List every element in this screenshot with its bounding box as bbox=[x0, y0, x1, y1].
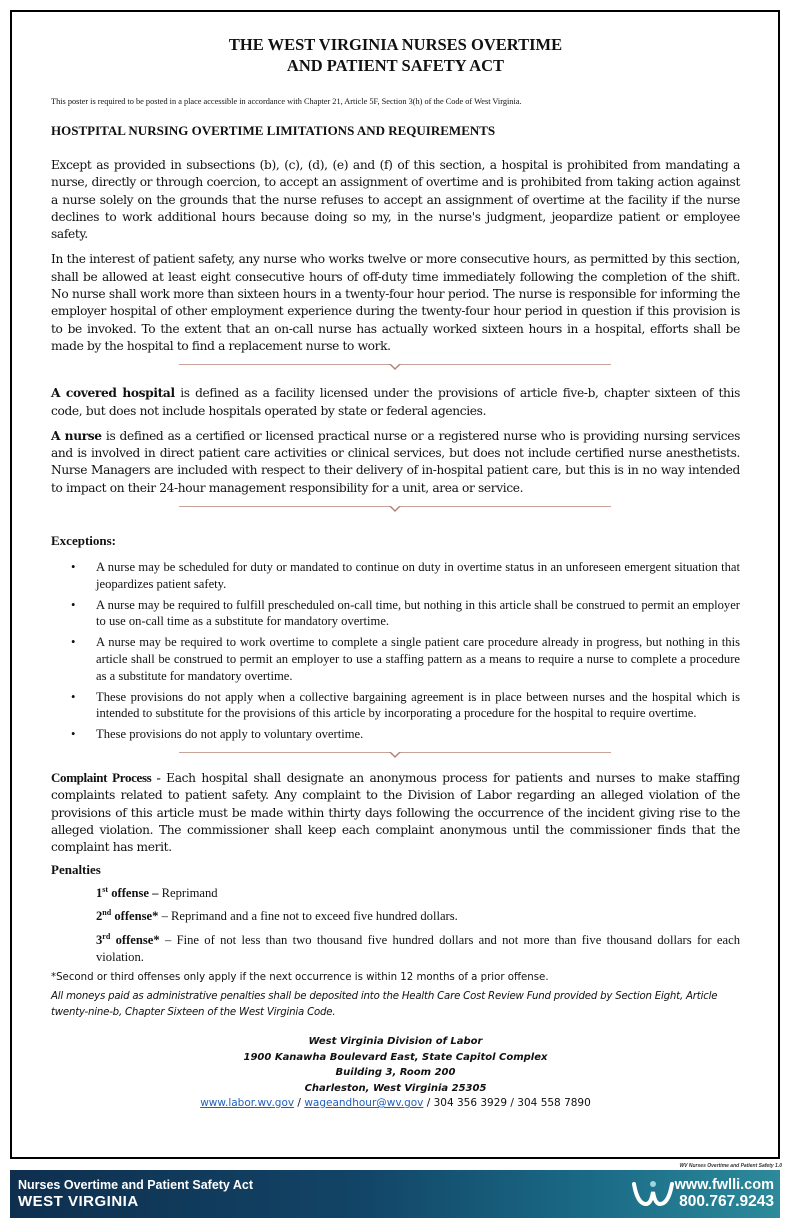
hospital-definition-text: is defined as a facility licensed under the provisions of article five-b, chapter sixteen of this code, but does not include hospitals operated by state or federal agencies. bbox=[51, 386, 740, 418]
website-link[interactable]: www.labor.wv.gov bbox=[200, 1097, 295, 1110]
penalties-heading: Penalties bbox=[51, 861, 101, 877]
bullet-icon: • bbox=[71, 727, 76, 742]
nurse-definition-text: is defined as a certified or licensed practical nurse or a registered nurse who is providing nursing services and is involved in direct patient care activities or clinical services, but does not include certified nurse anesthetists. Nurse Managers are included with respect to their delivery of in-hospital patient care, but this is in no way intended to impact on their 24-hour management responsibility for a unit, area or service. bbox=[51, 428, 740, 495]
contact-line: www.labor.wv.gov / wageandhour@wv.gov / 304 356 3929 / 304 558 7890 bbox=[200, 1097, 591, 1110]
section-divider bbox=[51, 501, 740, 515]
exception-item: • A nurse may be required to work overtime to complete a single patient care procedure already in progress, but nothing in this article shall be construed to permit an employer to use a staffing pattern as a means to require a nurse to complete a procedure as a substitute for mandatory overtime. bbox=[71, 635, 740, 683]
exception-item: • A nurse may be required to fulfill prescheduled on-call time, but nothing in this article shall be construed to permit an employer to use on-call time as a substitute for mandatory overtime. bbox=[71, 597, 740, 629]
poster-content bbox=[51, 34, 740, 1111]
offense-2: 2nd offense* – Reprimand and a fine not to exceed five hundred dollars. bbox=[96, 908, 458, 924]
address-line-1: West Virginia Division of Labor bbox=[308, 1036, 483, 1048]
exceptions-heading: Exceptions: bbox=[51, 533, 116, 549]
offense-3: 3rd offense* – Fine of not less than two thousand five hundred dollars and not more than five thousand dollars for each violation. bbox=[96, 931, 740, 964]
title-line-1: THE WEST VIRGINIA NURSES OVERTIME bbox=[228, 35, 563, 54]
fwl-logo-icon bbox=[630, 1178, 676, 1210]
exceptions-list bbox=[51, 559, 740, 743]
section-divider bbox=[51, 747, 740, 761]
moneys-note: All moneys paid as administrative penalties shall be deposited into the Health Care Cost Review Fund provided by Section Eight, Article twenty-nine-b, Chapter Sixteen of the West Virginia Code. bbox=[51, 991, 718, 1018]
footer-phone: 800.767.9243 bbox=[679, 1193, 774, 1210]
hospital-definition bbox=[51, 385, 740, 420]
exception-item: • These provisions do not apply to voluntary overtime. bbox=[71, 727, 364, 742]
overtime-paragraph-2: In the interest of patient safety, any nurse who works twelve or more consecutive hours, as permitted by this section, shall be allowed at least eight consecutive hours of off-duty time immediately following the completion of the shift. No nurse shall work more than sixteen hours in a twenty-four hour period. The nurse is responsible for informing the employer hospital of other employment experience during the twenty-four hour period in question if this provision is to be invoked. To the extent that an on-call nurse has actually worked sixteen hours in a hospital, efforts shall be made by the hospital to find a replacement nurse to work. bbox=[51, 252, 740, 353]
exception-item: • These provisions do not apply when a collective bargaining agreement is in place between nurses and the hospital which is intended to substitute for the provisions of this article by incorporating a procedure for the hospital to require overtime. bbox=[71, 689, 740, 721]
bullet-icon: • bbox=[71, 560, 76, 575]
nurse-term: A nurse bbox=[51, 428, 102, 443]
exception-item: • A nurse may be scheduled for duty or mandated to continue on duty in overtime status in an unforeseen emergent situation that jeopardizes patient safety. bbox=[71, 560, 740, 591]
overtime-paragraph-1: Except as provided in subsections (b), (c), (d), (e) and (f) of this section, a hospital is prohibited from mandating a nurse, directly or through coercion, to accept an assignment of overtime and is prohibited from taking action against a nurse solely on the grounds that the nurse refuses to accept an assignment of overtime at the facility if the nurse declines to work additional hours because doing so my, in the nurse's judgment, jeopardize patient or employee safety. bbox=[51, 158, 740, 242]
address-line-4: Charleston, West Virginia 25305 bbox=[304, 1082, 487, 1094]
section-heading: HOSTPITAL NURSING OVERTIME LIMITATIONS AND REQUIREMENTS bbox=[51, 123, 496, 138]
address-line-2: 1900 Kanawha Boulevard East, State Capitol Complex bbox=[243, 1051, 548, 1063]
hospital-term: A covered hospital bbox=[51, 386, 175, 401]
poster-title bbox=[51, 34, 740, 76]
title-line-2: AND PATIENT SAFETY ACT bbox=[286, 56, 505, 75]
footer-title: Nurses Overtime and Patient Safety Act bbox=[18, 1178, 254, 1192]
nurse-definition bbox=[51, 428, 740, 497]
agency-address bbox=[51, 1034, 740, 1096]
section-divider bbox=[51, 359, 740, 373]
offense-1: 1st offense – Reprimand bbox=[96, 884, 218, 900]
footer-website[interactable]: www.fwlli.com bbox=[674, 1177, 774, 1193]
bullet-icon: • bbox=[71, 635, 76, 650]
posting-notice: This poster is required to be posted in a place accessible in accordance with Chapter 21, Article 5F, Section 3(h) of the Code of West Virginia. bbox=[51, 97, 522, 106]
address-line-3: Building 3, Room 200 bbox=[335, 1067, 456, 1079]
offense-footnote: *Second or third offenses only apply if the next occurrence is within 12 months of a prior offense. bbox=[51, 972, 549, 984]
version-note: WV Nurses Overtime and Patient Safety 1.0 bbox=[679, 1163, 782, 1169]
phone-numbers: / 304 356 3929 / 304 558 7890 bbox=[423, 1097, 591, 1110]
footer-bar bbox=[10, 1170, 780, 1218]
bullet-icon: • bbox=[71, 689, 76, 704]
email-link[interactable]: wageandhour@wv.gov bbox=[304, 1097, 424, 1110]
complaint-process bbox=[51, 769, 740, 856]
bullet-icon: • bbox=[71, 597, 76, 612]
complaint-term: Complaint Process - bbox=[51, 770, 161, 786]
complaint-text: Each hospital shall designate an anonymous process for patients and nurses to make staffing complaints related to patient safety. Any complaint to the Division of Labor regarding an alleged violation of the provisions of this article must be made within thirty days following the occurrence of the incident giving rise to the alleged violation. The commissioner shall keep each complaint anonymous until the commissioner finds that the complaint has merit. bbox=[51, 771, 740, 855]
footer-state: WEST VIRGINIA bbox=[18, 1193, 139, 1210]
